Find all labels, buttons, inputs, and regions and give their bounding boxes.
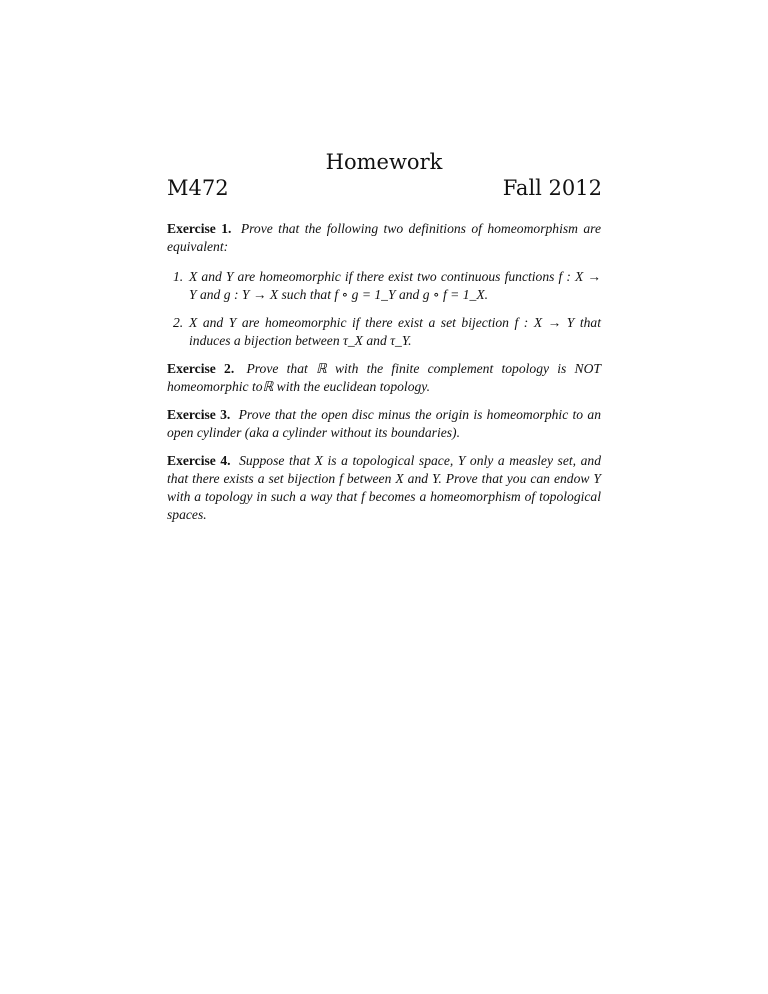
- exercise-label: Exercise 3.: [167, 407, 231, 422]
- exercise-4: [167, 452, 601, 524]
- exercise-2: [167, 360, 601, 396]
- exercise-text: Prove that the open disc minus the origin is homeomorphic to an open cylinder (aka a cylinder without its boundaries).: [167, 407, 601, 440]
- exercise-1: [167, 220, 601, 350]
- list-item-number: 1.: [173, 269, 184, 284]
- exercise-label: Exercise 1.: [167, 221, 232, 236]
- document-title: Homework: [325, 150, 443, 174]
- list-item-text: X and Y are homeomorphic if there exist a set bijection f : X → Y that induces a bijection between τ_X and τ_Y.: [189, 315, 601, 348]
- list-item-number: 2.: [173, 315, 184, 330]
- list-item: [167, 314, 601, 350]
- exercise-text: Suppose that X is a topological space, Y only a measley set, and that there exists a set bijection f between X and Y. Prove that you can endow Y with a topology in such a way that f becomes a homeomorphism of topological spaces.: [167, 453, 601, 522]
- exercise-label: Exercise 4.: [167, 453, 231, 468]
- definition-list: [167, 268, 601, 350]
- term-label: Fall 2012: [502, 176, 602, 200]
- exercise-label: Exercise 2.: [167, 361, 235, 376]
- list-item: [167, 268, 601, 304]
- exercise-text: Prove that ℝ with the finite complement topology is NOT homeomorphic toℝ with the euclidean topology.: [167, 361, 601, 394]
- exercise-list: [167, 220, 601, 534]
- exercise-text: Prove that the following two definitions of homeomorphism are equivalent:: [167, 221, 601, 254]
- course-code: M472: [167, 176, 229, 200]
- list-item-text: X and Y are homeomorphic if there exist two continuous functions f : X → Y and g : Y → X such that f ∘ g = 1_Y and g ∘ f = 1_X.: [189, 269, 601, 302]
- exercise-3: [167, 406, 601, 442]
